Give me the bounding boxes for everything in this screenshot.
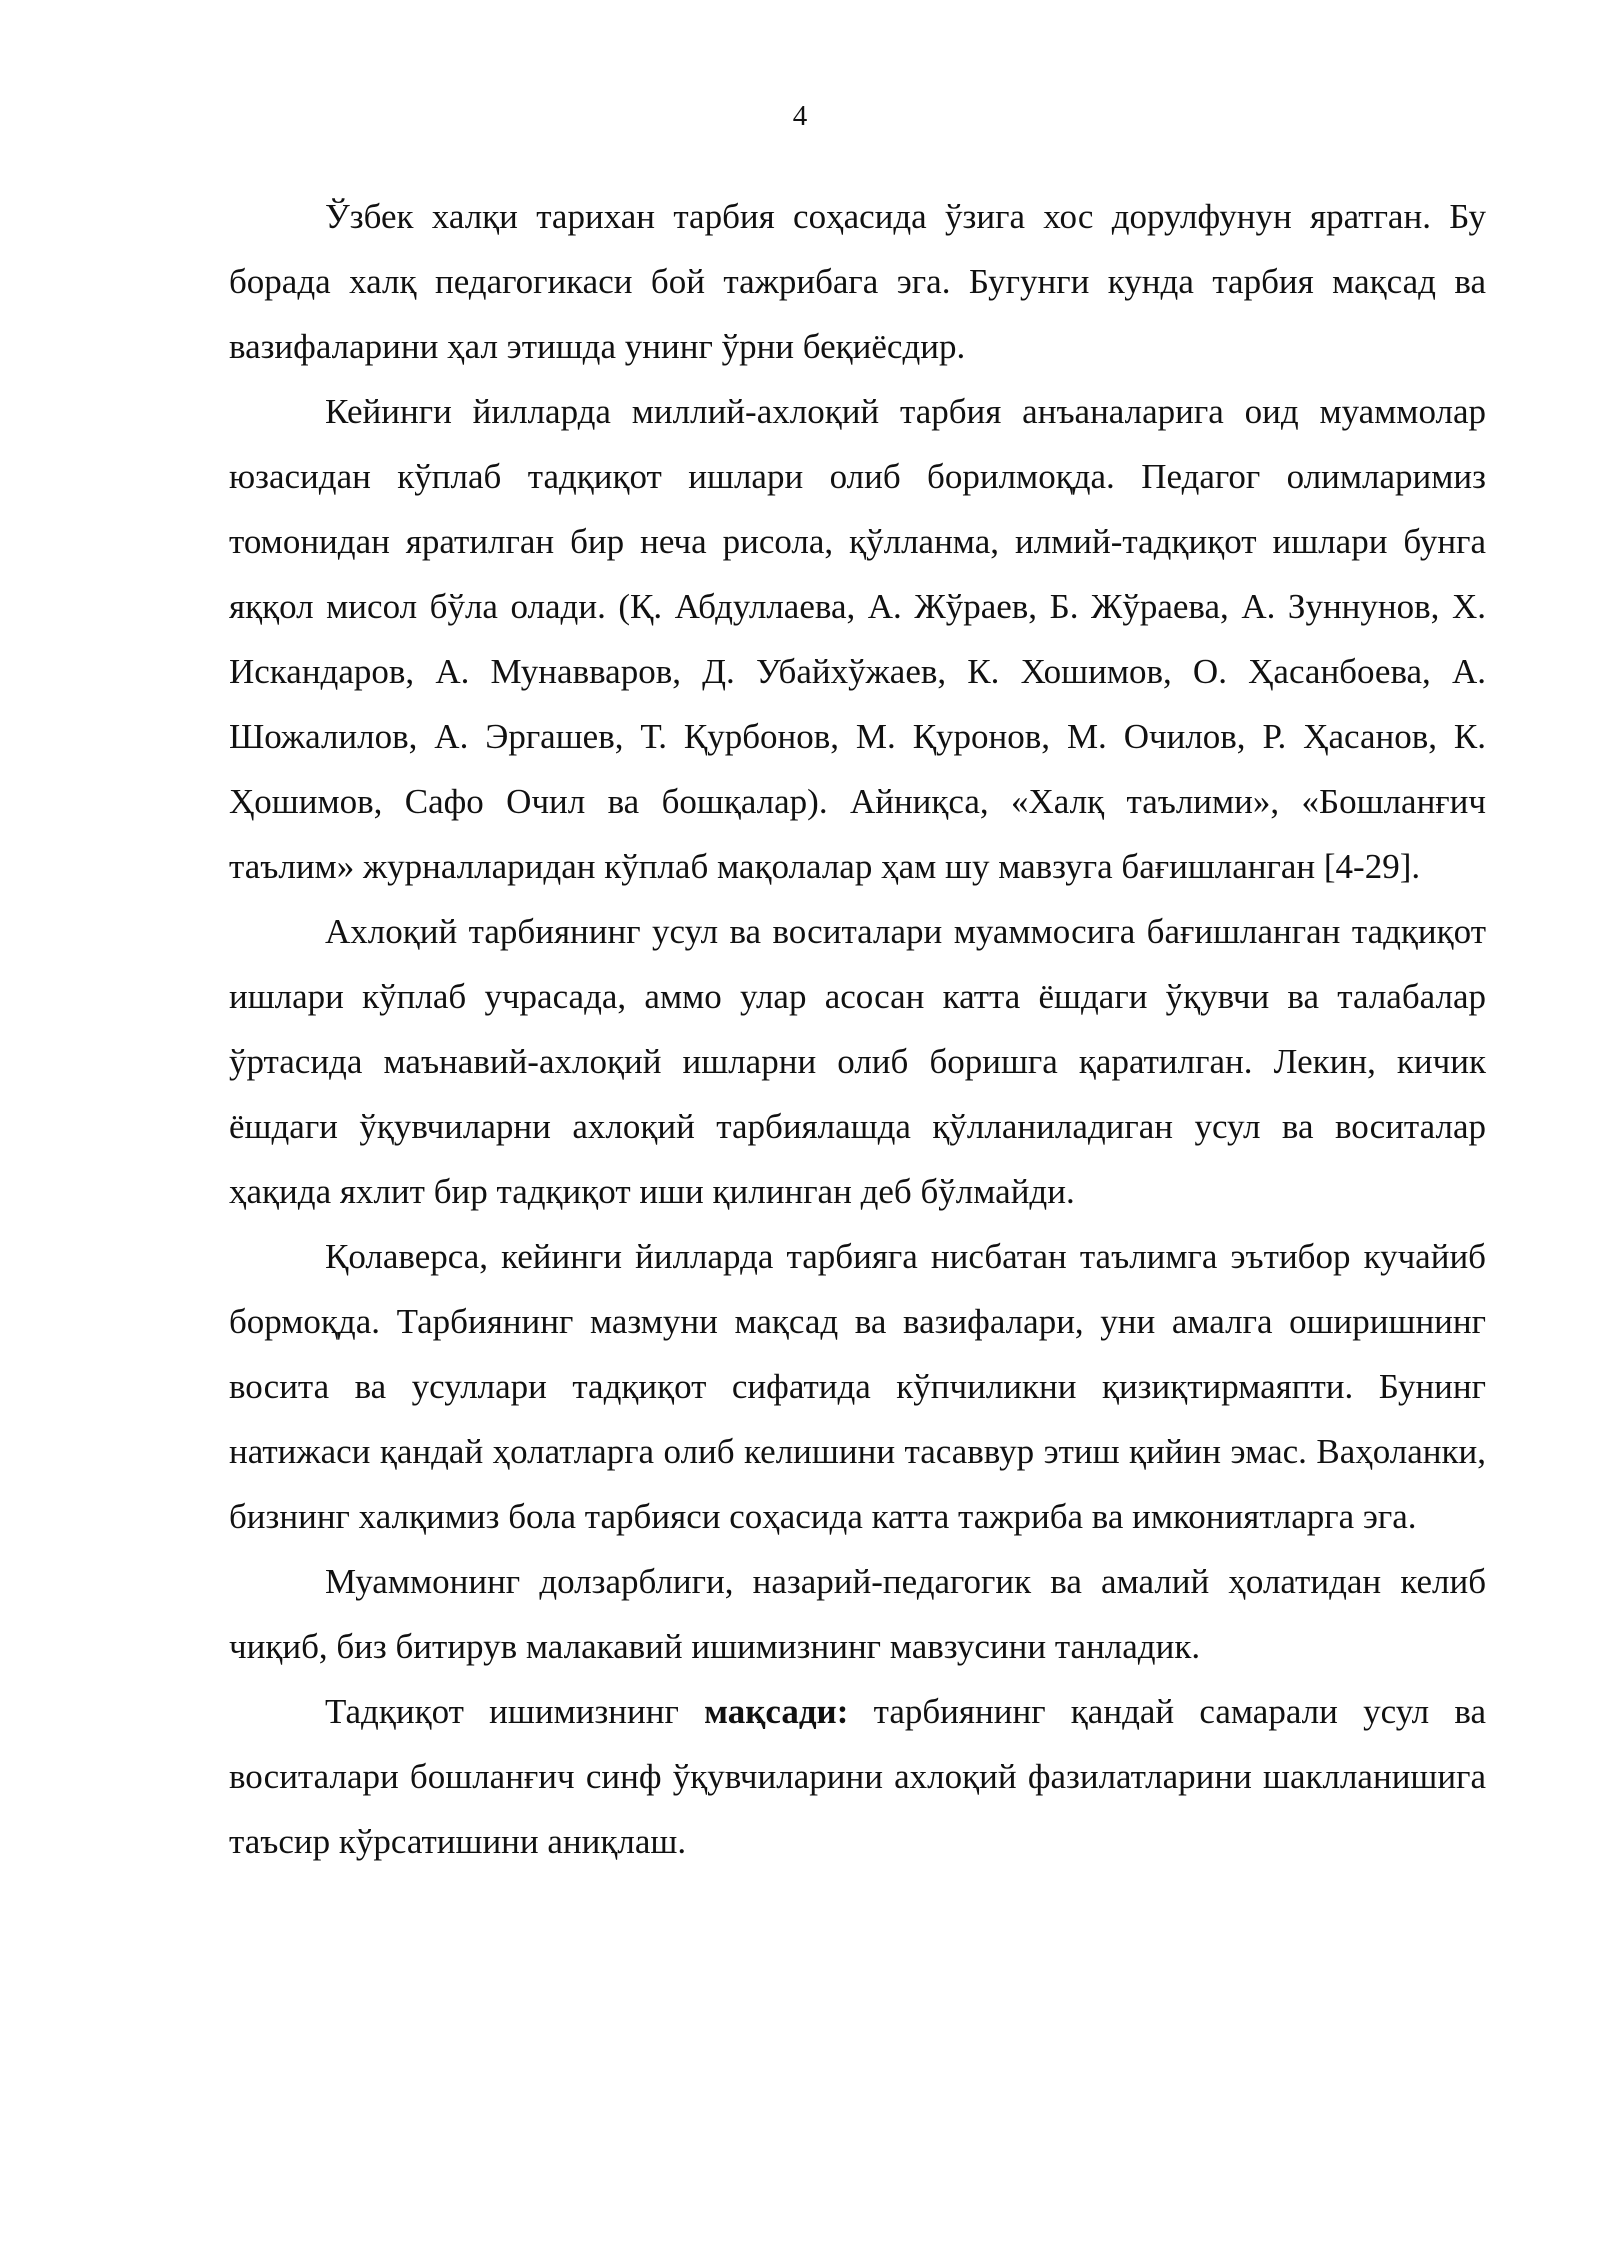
goal-label: мақсади: bbox=[704, 1692, 849, 1731]
paragraph-recent-research: Кейинги йилларда миллий-ахлоқий тарбия анъаналарига оид муаммолар юзасидан кўплаб тадқиқот ишлари олиб борилмоқда. Педагог олимларимиз томонидан яратилган бир неча рисола, қўлланма, илмий-тадқиқот ишлари бунга яққол мисол бўла олади. (Қ. Абдуллаева, А. Жўраев, Б. Жўраева, А. Зуннунов, Х. Искандаров, А. Мунавваров, Д. Убайхўжаев, К. Хошимов, О. Ҳасанбоева, А. Шожалилов, А. Эргашев, Т. Қурбонов, М. Қуронов, М. Очилов, Р. Ҳасанов, К. Ҳошимов, Сафо Очил ва бошқалар). Айниқса, «Халқ таълими», «Бошланғич таълим» журналларидан кўплаб мақолалар ҳам шу мавзуга бағишланган [4-29]. bbox=[229, 392, 1486, 886]
paragraph-relevance: Муаммонинг долзарблиги, назарий-педагогик ва амалий ҳолатидан келиб чиқиб, биз битирув малакавий ишимизнинг мавзусини танладик. bbox=[229, 1562, 1486, 1666]
goal-description: тарбиянинг қандай самарали усул ва воситалари бошланғич синф ўқувчиларини ахлоқий фазилатларини шаклланишига таъсир кўрсатишини аниқлаш. bbox=[229, 1692, 1486, 1861]
paragraph-attention-shift: Қолаверса, кейинги йилларда тарбияга нисбатан таълимга эътибор кучайиб бормоқда. Тарбиянинг мазмуни мақсад ва вазифалари, уни амалга оширишнинг восита ва усуллари тадқиқот сифатида кўпчиликни қизиқтирмаяпти. Бунинг натижаси қандай ҳолатларга олиб келишини тасаввур этиш қийин эмас. Ваҳоланки, бизнинг халқимиз бола тарбияси соҳасида катта тажриба ва имкониятларга эга. bbox=[229, 1237, 1486, 1536]
paragraph-moral-education-methods: Ахлоқий тарбиянинг усул ва воситалари муаммосига бағишланган тадқиқот ишлари кўплаб учрасада, аммо улар асосан катта ёшдаги ўқувчи ва талабалар ўртасида маънавий-ахлоқий ишларни олиб боришга қаратилган. Лекин, кичик ёшдаги ўқувчиларни ахлоқий тарбиялашда қўлланиладиган усул ва воситалар ҳақида яхлит бир тадқиқот иши қилинган деб бўлмайди. bbox=[229, 912, 1486, 1211]
goal-lead-text: Тадқиқот ишимизнинг bbox=[325, 1692, 705, 1731]
paragraph-uzbek-pedagogy: Ўзбек халқи тарихан тарбия соҳасида ўзига хос дорулфунун яратган. Бу борада халқ педагогикаси бой тажрибага эга. Бугунги кунда тарбия мақсад ва вазифаларини ҳал этишда унинг ўрни беқиёсдир. bbox=[229, 197, 1486, 366]
paragraph-research-goal bbox=[229, 1679, 1486, 1874]
page-number: 4 bbox=[792, 100, 808, 132]
document-body bbox=[229, 184, 1486, 1874]
